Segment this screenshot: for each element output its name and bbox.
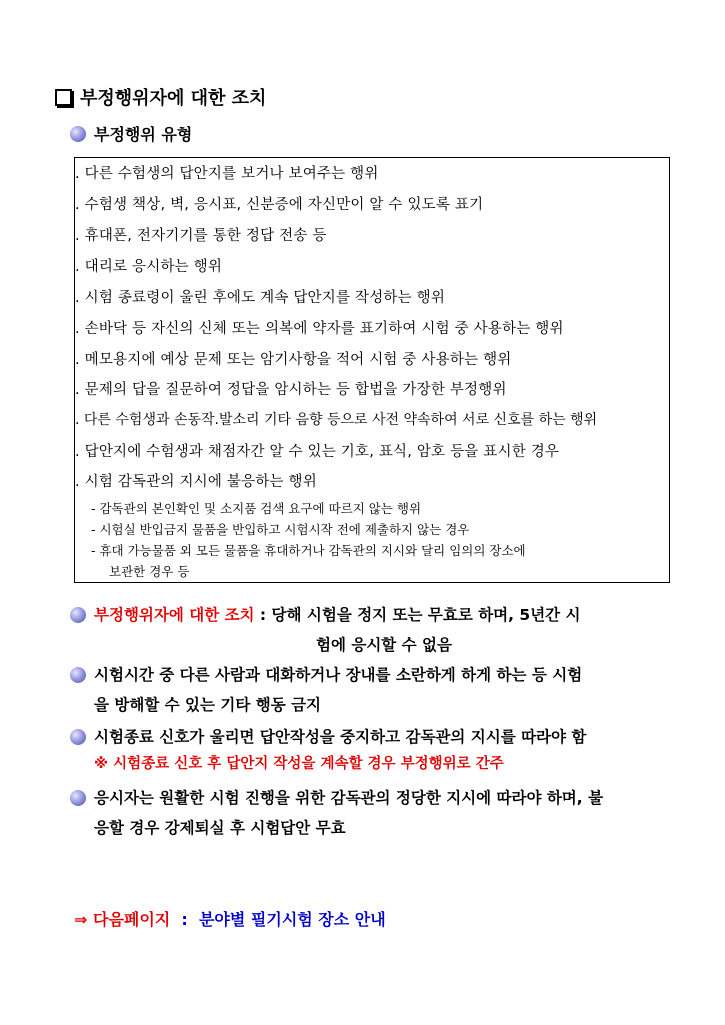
rule2-note: ※ 시험종료 신호 후 답안지 작성을 계속할 경우 부정행위로 간주 xyxy=(94,756,504,772)
sub-item: - 감독관의 본인확인 및 소지품 검색 요구에 따르지 않는 행위 xyxy=(91,501,422,516)
sub-item: 보관한 경우 등 xyxy=(109,564,190,579)
violation-item: . 문제의 답을 질문하여 정답을 암시하는 등 합법을 가장한 부정행위 xyxy=(75,382,507,398)
violation-item: . 다른 수험생의 답안지를 보거나 보여주는 행위 xyxy=(75,166,379,182)
rule3-line2: 응할 경우 강제퇴실 후 시험답안 무효 xyxy=(94,819,346,837)
violation-item: . 휴대폰, 전자기기를 통한 정답 전송 등 xyxy=(75,228,327,244)
arrow-icon: ⇒ xyxy=(74,910,88,929)
measures-text-line1: 당해 시험을 정지 또는 무효로 하며, 5년간 시 xyxy=(271,606,581,624)
violation-item: . 시험 감독관의 지시에 불응하는 행위 xyxy=(75,474,317,490)
bullet-icon xyxy=(70,729,86,745)
rule2-line1: 시험종료 신호가 울리면 답안작성을 중지하고 감독관의 지시를 따라야 함 xyxy=(94,728,587,746)
checkbox-icon xyxy=(55,89,72,106)
bullet-icon xyxy=(70,126,86,142)
violation-item: . 수험생 책상, 벽, 응시표, 신분증에 자신만이 알 수 있도록 표기 xyxy=(75,197,484,213)
violation-item: . 시험 종료령이 울린 후에도 계속 답안지를 작성하는 행위 xyxy=(75,290,446,306)
violation-types-box xyxy=(74,157,670,583)
rule1-line2: 을 방해할 수 있는 기타 행동 금지 xyxy=(94,696,322,714)
section-heading-text: 부정행위자에 대한 조치 xyxy=(80,88,267,109)
types-subheading-text: 부정행위 유형 xyxy=(94,125,193,144)
violation-item: . 메모용지에 예상 문제 또는 암기사항을 적어 시험 중 사용하는 행위 xyxy=(75,352,512,368)
sub-item: - 시험실 반입금지 물품을 반입하고 시험시작 전에 제출하지 않는 경우 xyxy=(91,522,470,537)
measures-paragraph xyxy=(70,600,674,660)
next-page-title: 분야별 필기시험 장소 안내 xyxy=(198,910,386,929)
types-subheading xyxy=(70,122,192,145)
rule-paragraph xyxy=(70,783,674,843)
measures-label: 부정행위자에 대한 조치 xyxy=(94,606,255,624)
bullet-icon xyxy=(70,790,86,806)
rule3-line1: 응시자는 원활한 시험 진행을 위한 감독관의 정당한 지시에 따라야 하며, 불 xyxy=(94,789,604,807)
rule-paragraph xyxy=(70,660,674,720)
measures-text-line2: 험에 응시할 수 없음 xyxy=(316,636,452,654)
rule-paragraph xyxy=(70,722,674,776)
next-page-colon: : xyxy=(175,910,194,929)
violation-item: . 다른 수험생과 손동작.발소리 기타 음향 등으로 사전 약속하여 서로 신호를 하는 행위 xyxy=(75,412,598,428)
bullet-icon xyxy=(70,667,86,683)
next-page-link xyxy=(74,907,386,930)
section-heading xyxy=(55,84,266,110)
sub-item: - 휴대 가능물품 외 모든 물품을 휴대하거나 감독관의 지시와 달리 임의의 장소에 xyxy=(91,543,526,558)
violation-item: . 답안지에 수험생과 채점자간 알 수 있는 기호, 표식, 암호 등을 표시한 경우 xyxy=(75,444,560,460)
violation-item: . 손바닥 등 자신의 신체 또는 의복에 약자를 표기하여 시험 중 사용하는 행위 xyxy=(75,321,564,337)
violation-item: . 대리로 응시하는 행위 xyxy=(75,259,223,275)
measures-colon: : xyxy=(254,606,272,624)
rule1-line1: 시험시간 중 다른 사람과 대화하거나 장내를 소란하게 하게 하는 등 시험 xyxy=(94,666,583,684)
bullet-icon xyxy=(70,607,86,623)
next-page-label: 다음페이지 xyxy=(92,910,171,929)
